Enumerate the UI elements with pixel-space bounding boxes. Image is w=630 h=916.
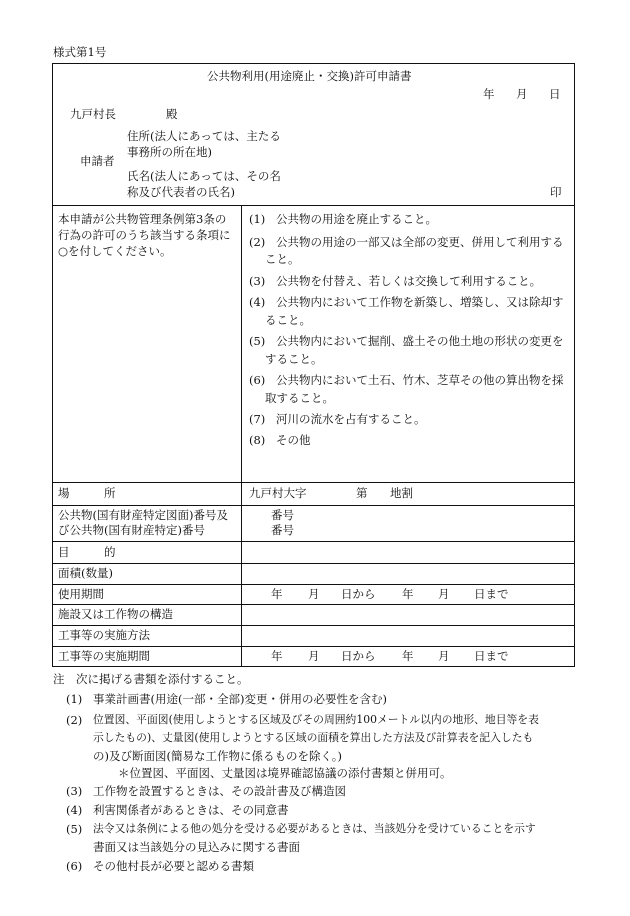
location-dai: 第 xyxy=(356,486,368,500)
option-number[interactable]: (3) xyxy=(249,274,266,288)
instruction-line3: ○を付してください。 xyxy=(58,244,172,258)
location-village[interactable]: 九戸村大字 xyxy=(249,486,307,500)
note-text: 工作物を設置するときは、その設計書及び構造図 xyxy=(93,784,346,798)
work-start-month[interactable]: 月 xyxy=(308,649,320,663)
option-text: 公共物を付替え、若しくは交換して利用すること。 xyxy=(276,274,542,288)
period-end-month[interactable]: 月 xyxy=(438,587,450,601)
option-number[interactable]: (7) xyxy=(249,412,266,426)
number-label-line2: び公共物(国有財産特定)番号 xyxy=(58,523,205,537)
note-number: (4) xyxy=(66,803,83,817)
note-text: 事業計画書(用途(一部・全部)変更・併用の必要性を含む) xyxy=(93,692,387,706)
period-end-year[interactable]: 年 xyxy=(402,587,414,601)
option-text: 公共物内において土石、竹木、芝草その他の算出物を採 xyxy=(276,373,564,387)
number-value2[interactable]: 番号 xyxy=(271,523,294,537)
option-text: 公共物の用途の一部又は全部の変更、併用して利用する xyxy=(276,235,564,249)
work-start-day[interactable]: 日から xyxy=(341,649,376,663)
note-text-continued: の)及び断面図(簡易な工作物に係るものを除く。) xyxy=(93,749,342,763)
date-year-label: 年 xyxy=(483,87,495,101)
work-end-day[interactable]: 日まで xyxy=(474,649,509,663)
note-text-continued: 示したもの)、丈量図(使用しようとする区域の面積を算出した方法及び計算表を記入したも xyxy=(93,731,534,744)
option-text-continued: すること。 xyxy=(265,352,323,366)
instruction-line1: 本申請が公共物管理条例第3条の xyxy=(58,212,227,226)
note-text-continued: 書面又は当該処分の見込みに関する書面 xyxy=(93,840,300,854)
option-text: 河川の流水を占有すること。 xyxy=(276,412,426,426)
number-value1[interactable]: 番号 xyxy=(271,508,294,522)
option-text: 公共物の用途を廃止すること。 xyxy=(276,212,437,226)
period-start-month[interactable]: 月 xyxy=(308,587,320,601)
date-day-label: 日 xyxy=(549,87,561,101)
form-title: 公共物利用(用途廃止・交換)許可申請書 xyxy=(207,69,412,83)
note-number: (2) xyxy=(66,713,83,727)
area-label: 面積(数量) xyxy=(58,566,113,580)
usage-period-label: 使用期間 xyxy=(58,587,104,601)
applicant-label: 申請者 xyxy=(80,154,115,168)
instruction-line2: 行為の許可のうち該当する条項に xyxy=(58,228,231,242)
method-label: 工事等の実施方法 xyxy=(58,628,150,642)
option-number[interactable]: (1) xyxy=(249,212,266,226)
option-text-continued: 取すること。 xyxy=(265,391,334,405)
number-label-line1: 公共物(国有財産特定図面)番号及 xyxy=(58,508,228,522)
note-text: 利害関係者があるときは、その同意書 xyxy=(93,803,289,817)
period-start-day[interactable]: 日から xyxy=(341,587,376,601)
option-number[interactable]: (5) xyxy=(249,334,266,348)
option-text: その他 xyxy=(276,433,311,447)
period-start-year[interactable]: 年 xyxy=(271,587,283,601)
option-text: 公共物内において掘削、盛土その他土地の形状の変更を xyxy=(276,334,564,348)
applicant-name-line2: 称及び代表者の氏名) xyxy=(127,185,235,199)
option-number[interactable]: (4) xyxy=(249,295,266,309)
option-number[interactable]: (8) xyxy=(249,433,266,447)
note-number: (1) xyxy=(66,692,83,706)
seal-mark: 印 xyxy=(550,185,562,199)
purpose-label: 目 的 xyxy=(58,545,116,559)
note-text: その他村長が必要と認める書類 xyxy=(93,859,254,873)
notes-heading: 注 次に掲げる書類を添付すること。 xyxy=(53,672,249,686)
option-text: 公共物内において工作物を新築し、増築し、又は除却す xyxy=(276,295,564,309)
option-text-continued: こと。 xyxy=(265,252,300,266)
work-end-month[interactable]: 月 xyxy=(438,649,450,663)
note-asterisk-remark: ＊位置図、平面図、丈量図は境界確認協議の添付書類と併用可。 xyxy=(118,766,452,780)
work-start-year[interactable]: 年 xyxy=(271,649,283,663)
period-end-day[interactable]: 日まで xyxy=(474,587,509,601)
note-text: 法令又は条例による他の処分を受ける必要があるときは、当該処分を受けていることを示す xyxy=(93,822,536,835)
applicant-address-line1: 住所(法人にあっては、主たる xyxy=(127,129,281,143)
option-text-continued: ること。 xyxy=(265,313,311,327)
form-id: 様式第1号 xyxy=(53,45,107,59)
option-number[interactable]: (2) xyxy=(249,235,266,249)
applicant-address-line2: 事務所の所在地) xyxy=(127,145,212,159)
location-label: 場 所 xyxy=(58,486,116,500)
note-number: (5) xyxy=(66,822,83,836)
option-number[interactable]: (6) xyxy=(249,373,266,387)
location-chiwari: 地割 xyxy=(390,486,413,500)
date-month-label: 月 xyxy=(516,87,528,101)
addressee-name: 九戸村長 xyxy=(70,107,116,121)
applicant-name-line1: 氏名(法人にあっては、その名 xyxy=(127,169,281,183)
work-end-year[interactable]: 年 xyxy=(402,649,414,663)
note-text: 位置図、平面図(使用しようとする区域及びその周囲約100メートル以内の地形、地目等を表 xyxy=(93,713,539,726)
note-number: (3) xyxy=(66,784,83,798)
structure-label: 施設又は工作物の構造 xyxy=(58,607,173,621)
note-number: (6) xyxy=(66,859,83,873)
work-period-label: 工事等の実施期間 xyxy=(58,649,150,663)
addressee-honorific: 殿 xyxy=(166,107,178,121)
